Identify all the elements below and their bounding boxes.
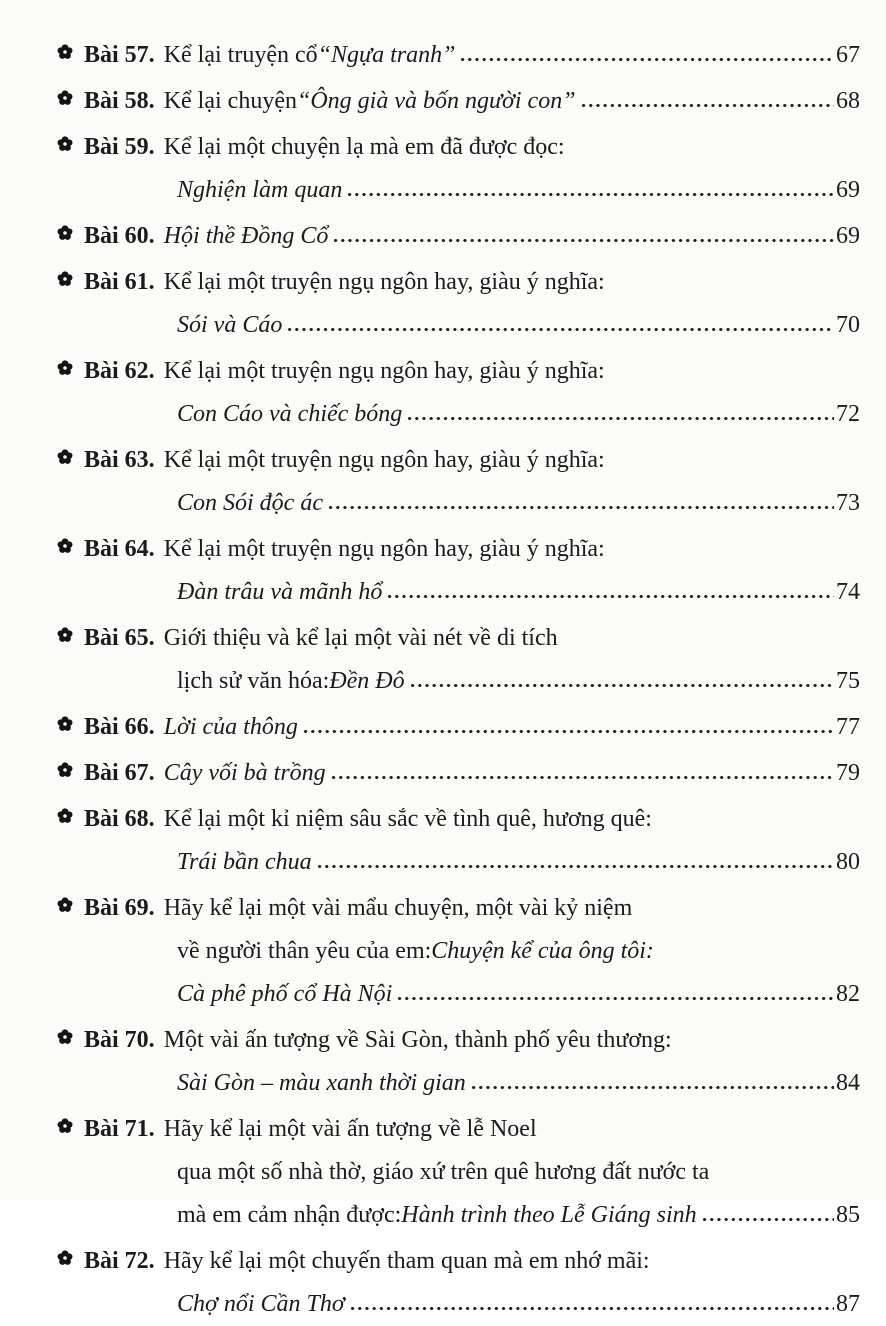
toc-entry bbox=[0, 887, 860, 1016]
dot-leader bbox=[302, 729, 834, 734]
story-title-text: Trái bần chua bbox=[177, 849, 312, 875]
story-title-text: Hội thề Đồng Cổ bbox=[163, 223, 329, 249]
page-number: 69 bbox=[836, 223, 860, 249]
toc-line bbox=[0, 169, 860, 212]
entry-text: Hãy kể lại một chuyến tham quan mà em nhớ mãi: bbox=[163, 1248, 650, 1274]
story-title-text: Cà phê phố cổ Hà Nội bbox=[177, 981, 393, 1007]
flower-icon bbox=[55, 350, 84, 393]
toc-entry bbox=[0, 528, 860, 614]
toc-line bbox=[0, 215, 860, 258]
story-title-text: “Ông già và bốn người con” bbox=[296, 88, 576, 114]
toc-line bbox=[0, 660, 860, 703]
entry-text: lịch sử văn hóa: bbox=[177, 668, 330, 694]
toc-line bbox=[0, 887, 860, 930]
entry-text: Giới thiệu và kể lại một vài nét về di tích bbox=[163, 625, 558, 651]
toc-line bbox=[0, 617, 860, 660]
toc-entry bbox=[0, 1240, 860, 1326]
story-title-text: Chợ nổi Cần Thơ bbox=[177, 1291, 345, 1317]
story-title-text: Cây vối bà trồng bbox=[163, 760, 326, 786]
page-number: 85 bbox=[836, 1202, 860, 1228]
story-title-text: Con Sói độc ác bbox=[177, 490, 323, 516]
flower-icon bbox=[55, 80, 84, 123]
dot-leader bbox=[330, 775, 834, 780]
dot-leader bbox=[286, 327, 834, 332]
toc-line bbox=[0, 841, 860, 884]
lesson-label: Bài 66. bbox=[84, 714, 155, 740]
flower-icon bbox=[55, 887, 84, 930]
entry-text: Kể lại chuyện bbox=[163, 88, 297, 114]
toc-line bbox=[0, 571, 860, 614]
story-title-text: Lời của thông bbox=[163, 714, 298, 740]
lesson-label: Bài 57. bbox=[84, 42, 155, 68]
entry-text: về người thân yêu của em: bbox=[177, 938, 432, 964]
lesson-label: Bài 67. bbox=[84, 760, 155, 786]
dot-leader bbox=[349, 1306, 834, 1311]
page-number: 73 bbox=[836, 490, 860, 516]
entry-text: Kể lại truyện cổ bbox=[163, 42, 318, 68]
dot-leader bbox=[409, 683, 834, 688]
toc-entry bbox=[0, 34, 860, 77]
story-title-text: Đền Đô bbox=[329, 668, 405, 694]
dot-leader bbox=[470, 1085, 834, 1090]
entry-text: Hãy kể lại một vài ấn tượng về lễ Noel bbox=[163, 1116, 537, 1142]
toc-entry bbox=[0, 752, 860, 795]
entry-text: Hãy kể lại một vài mẩu chuyện, một vài kỷ niệm bbox=[163, 895, 633, 921]
page-number: 72 bbox=[836, 401, 860, 427]
entry-text: Kể lại một truyện ngụ ngôn hay, giàu ý nghĩa: bbox=[163, 447, 605, 473]
page-number: 75 bbox=[836, 668, 860, 694]
toc-line bbox=[0, 1019, 860, 1062]
dot-leader bbox=[580, 103, 834, 108]
lesson-label: Bài 65. bbox=[84, 625, 155, 651]
toc-line bbox=[0, 1283, 860, 1326]
dot-leader bbox=[396, 996, 834, 1001]
story-title-text: Hành trình theo Lễ Giáng sinh bbox=[401, 1202, 697, 1228]
flower-icon bbox=[55, 215, 84, 258]
lesson-label: Bài 64. bbox=[84, 536, 155, 562]
entry-text: Kể lại một truyện ngụ ngôn hay, giàu ý nghĩa: bbox=[163, 269, 605, 295]
page-number: 77 bbox=[836, 714, 860, 740]
lesson-label: Bài 69. bbox=[84, 895, 155, 921]
entry-text: Kể lại một truyện ngụ ngôn hay, giàu ý nghĩa: bbox=[163, 358, 605, 384]
toc-line bbox=[0, 1194, 860, 1237]
toc-line bbox=[0, 1108, 860, 1151]
lesson-label: Bài 60. bbox=[84, 223, 155, 249]
page-number: 79 bbox=[836, 760, 860, 786]
toc-entry bbox=[0, 215, 860, 258]
dot-leader bbox=[327, 505, 834, 510]
toc-line bbox=[0, 930, 860, 973]
flower-icon bbox=[55, 1240, 84, 1283]
flower-icon bbox=[55, 706, 84, 749]
toc-line bbox=[0, 1151, 860, 1194]
page-number: 87 bbox=[836, 1291, 860, 1317]
page-number: 82 bbox=[836, 981, 860, 1007]
entry-text: Kể lại một truyện ngụ ngôn hay, giàu ý nghĩa: bbox=[163, 536, 605, 562]
toc-entry bbox=[0, 798, 860, 884]
story-title-text: “Ngựa tranh” bbox=[317, 42, 456, 68]
toc-line bbox=[0, 706, 860, 749]
toc-line bbox=[0, 261, 860, 304]
entry-text: Một vài ấn tượng về Sài Gòn, thành phố yêu thương: bbox=[163, 1027, 672, 1053]
dot-leader bbox=[459, 57, 834, 62]
entry-text: Kể lại một chuyện lạ mà em đã được đọc: bbox=[163, 134, 565, 160]
lesson-label: Bài 71. bbox=[84, 1116, 155, 1142]
toc-line bbox=[0, 482, 860, 525]
toc-line bbox=[0, 528, 860, 571]
toc-line bbox=[0, 752, 860, 795]
flower-icon bbox=[55, 1019, 84, 1062]
dot-leader bbox=[386, 594, 834, 599]
toc-line bbox=[0, 34, 860, 77]
flower-icon bbox=[55, 798, 84, 841]
story-title-text: Nghiện làm quan bbox=[177, 177, 343, 203]
toc-entry bbox=[0, 706, 860, 749]
dot-leader bbox=[346, 192, 834, 197]
toc-line bbox=[0, 80, 860, 123]
entry-text: Kể lại một kỉ niệm sâu sắc về tình quê, hương quê: bbox=[163, 806, 652, 832]
page-number: 70 bbox=[836, 312, 860, 338]
page-number: 69 bbox=[836, 177, 860, 203]
page-number: 84 bbox=[836, 1070, 860, 1096]
toc-entry bbox=[0, 80, 860, 123]
dot-leader bbox=[316, 864, 834, 869]
lesson-label: Bài 58. bbox=[84, 88, 155, 114]
lesson-label: Bài 72. bbox=[84, 1248, 155, 1274]
story-title-text: Sài Gòn – màu xanh thời gian bbox=[177, 1070, 466, 1096]
story-title-text: Con Cáo và chiếc bóng bbox=[177, 401, 403, 427]
toc-line bbox=[0, 304, 860, 347]
flower-icon bbox=[55, 528, 84, 571]
page-number: 80 bbox=[836, 849, 860, 875]
toc-entry bbox=[0, 350, 860, 436]
toc-line bbox=[0, 973, 860, 1016]
flower-icon bbox=[55, 34, 84, 77]
dot-leader bbox=[406, 416, 834, 421]
lesson-label: Bài 70. bbox=[84, 1027, 155, 1053]
toc-line bbox=[0, 126, 860, 169]
toc-entry bbox=[0, 126, 860, 212]
toc-line bbox=[0, 1062, 860, 1105]
page-number: 74 bbox=[836, 579, 860, 605]
entry-text: mà em cảm nhận được: bbox=[177, 1202, 402, 1228]
toc-entry bbox=[0, 439, 860, 525]
flower-icon bbox=[55, 617, 84, 660]
flower-icon bbox=[55, 752, 84, 795]
story-title-text: Đàn trâu và mãnh hổ bbox=[177, 579, 383, 605]
page-number: 67 bbox=[836, 42, 860, 68]
toc-entry bbox=[0, 617, 860, 703]
lesson-label: Bài 68. bbox=[84, 806, 155, 832]
toc-line bbox=[0, 798, 860, 841]
toc-line bbox=[0, 439, 860, 482]
toc-entry bbox=[0, 1108, 860, 1237]
toc-entry bbox=[0, 1019, 860, 1105]
toc-entry bbox=[0, 261, 860, 347]
lesson-label: Bài 63. bbox=[84, 447, 155, 473]
page-number: 68 bbox=[836, 88, 860, 114]
dot-leader bbox=[332, 238, 834, 243]
flower-icon bbox=[55, 261, 84, 304]
lesson-label: Bài 59. bbox=[84, 134, 155, 160]
story-title-text: Chuyện kể của ông tôi: bbox=[431, 938, 654, 964]
entry-text: qua một số nhà thờ, giáo xứ trên quê hương đất nước ta bbox=[177, 1159, 710, 1185]
story-title-text: Sói và Cáo bbox=[177, 312, 283, 338]
toc-line bbox=[0, 350, 860, 393]
dot-leader bbox=[701, 1217, 834, 1222]
lesson-label: Bài 61. bbox=[84, 269, 155, 295]
toc-line bbox=[0, 1240, 860, 1283]
flower-icon bbox=[55, 1108, 84, 1151]
toc-line bbox=[0, 393, 860, 436]
flower-icon bbox=[55, 439, 84, 482]
flower-icon bbox=[55, 126, 84, 169]
lesson-label: Bài 62. bbox=[84, 358, 155, 384]
